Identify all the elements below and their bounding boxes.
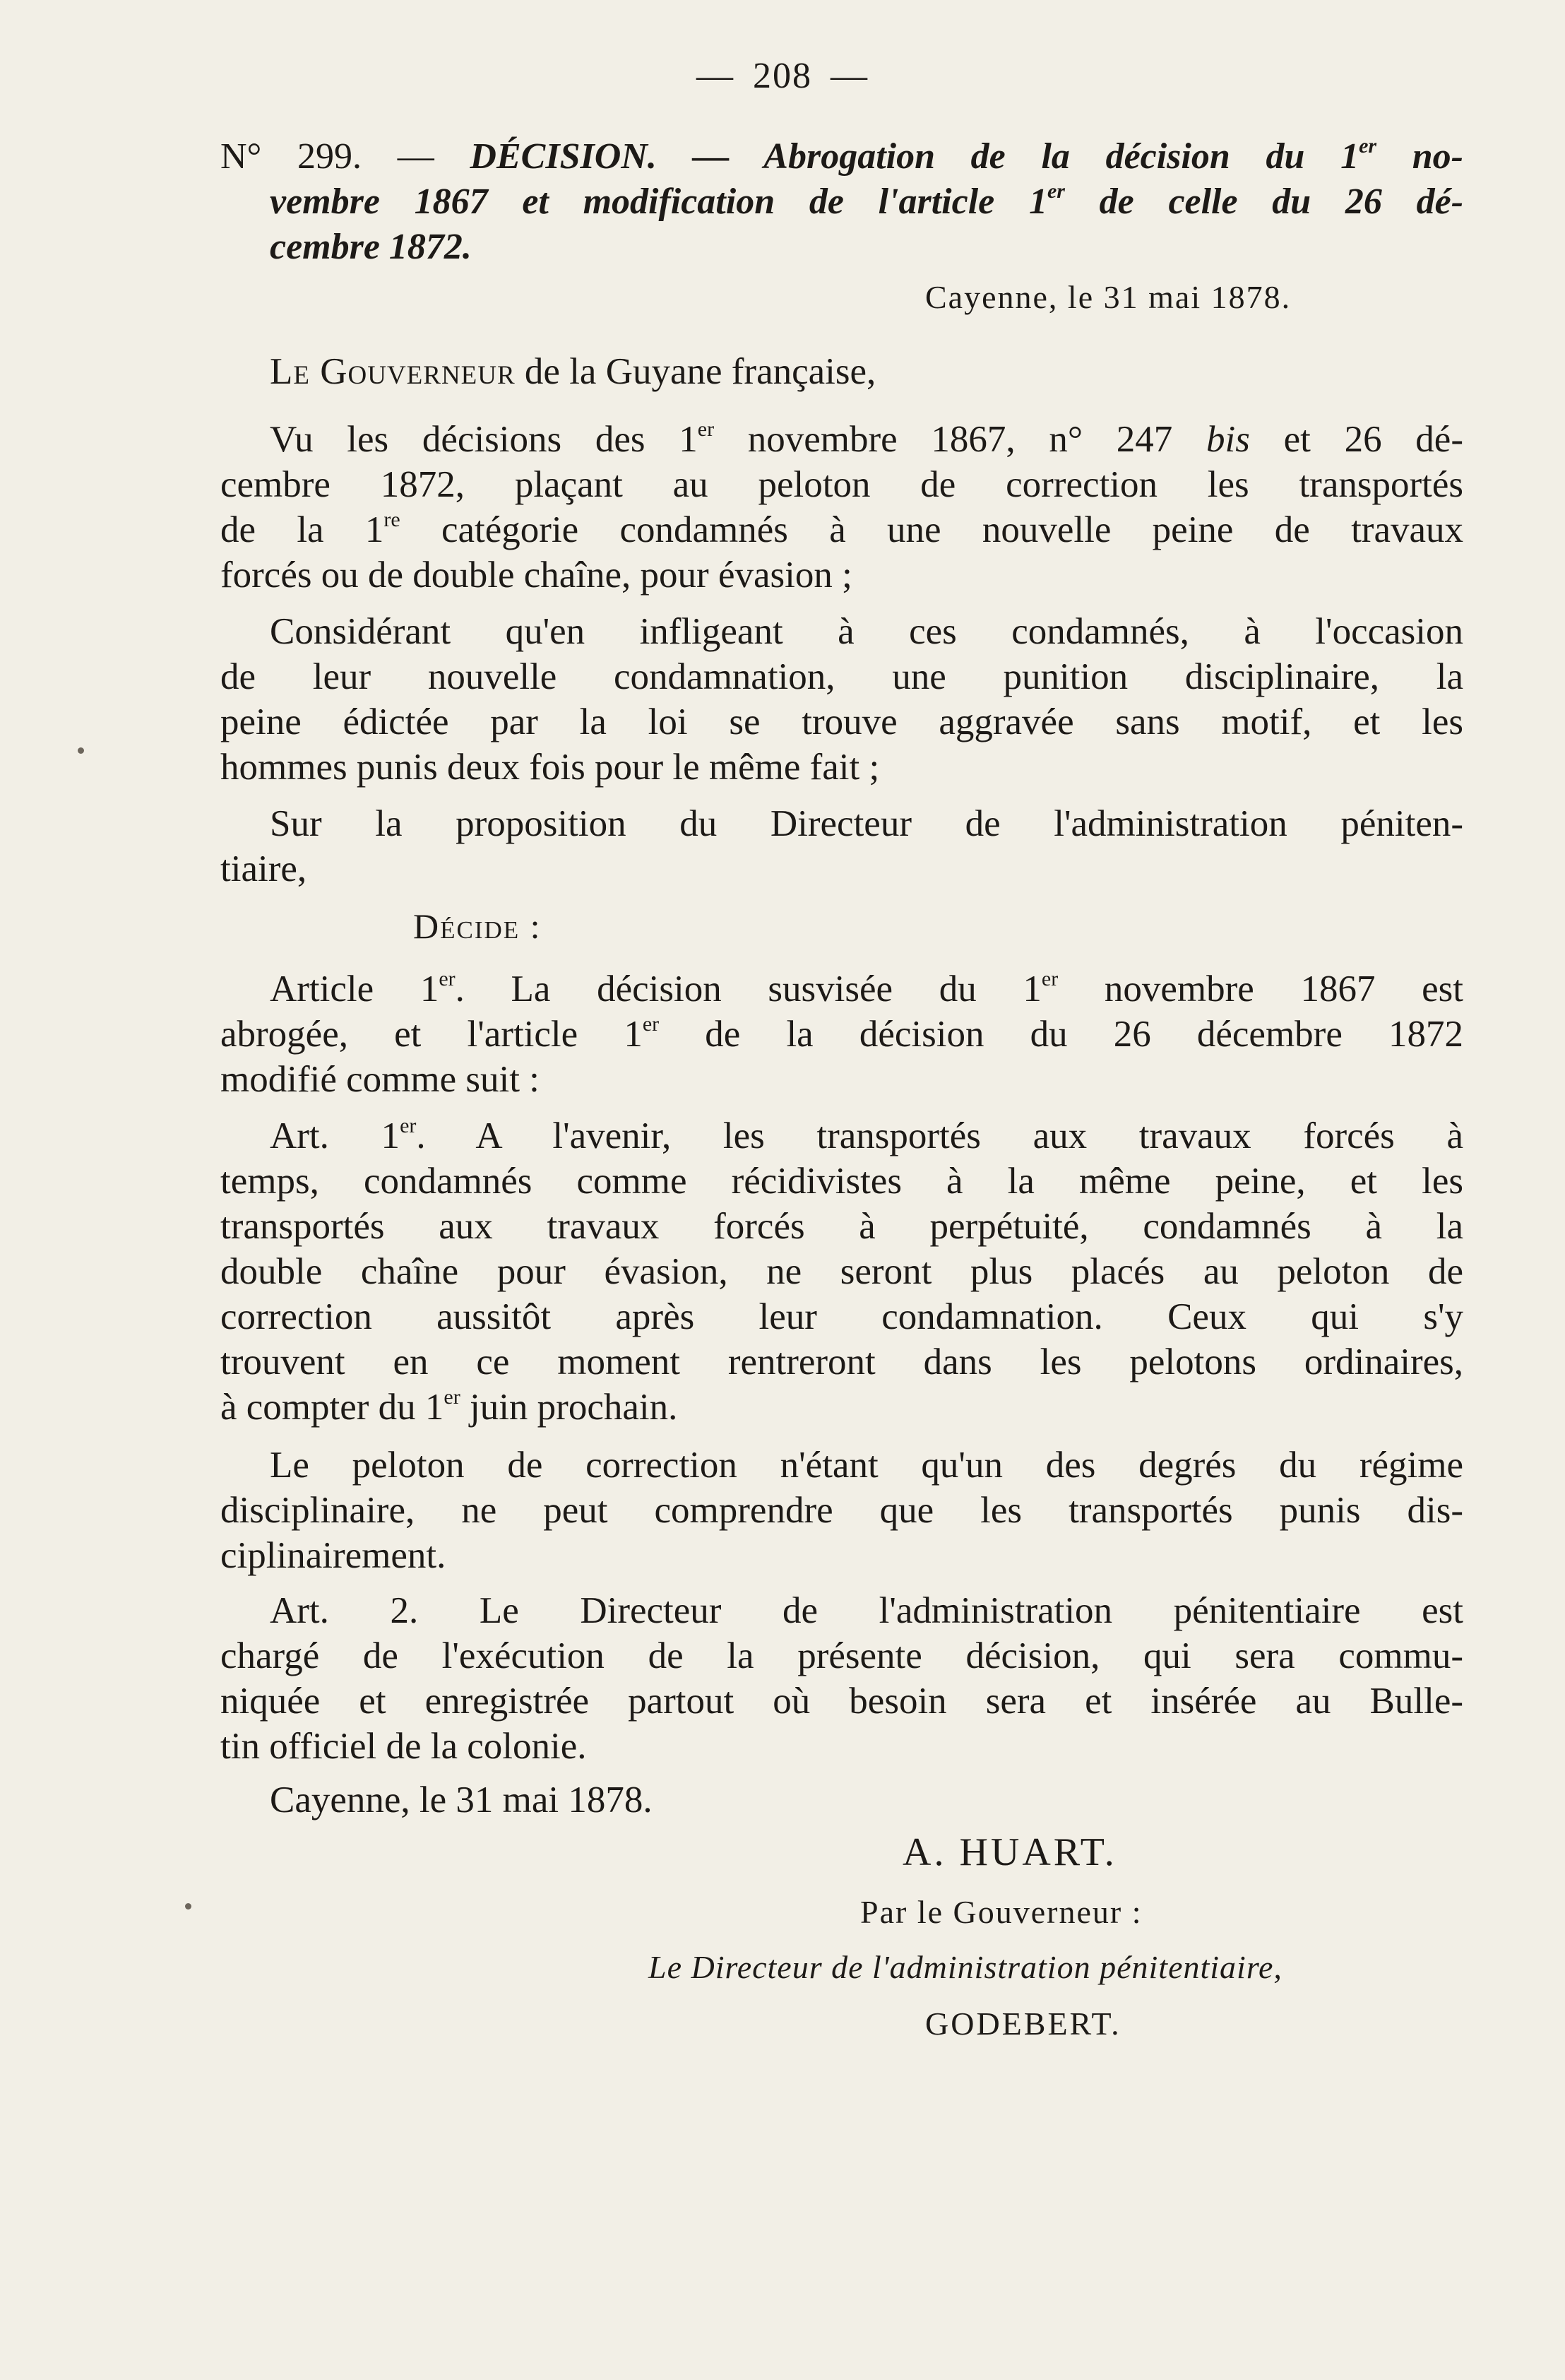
paragraph-art-1: Art. 1er. A l'avenir, les transportés aux travaux forcés à temps, condamnés comme récidivistes à la même peine, et les transportés aux travaux forcés à perpétuité, condamnés à la double chaîne pour évasion, ne seront plus placés au peloton de correction aussitôt après leur condamnation. Ceux qui s'y trouvent en ce moment rentreront dans les pelotons ordinaires, à compter du 1er juin prochain. [220,1114,1463,1428]
paragraph-vu: Vu les décisions des 1er novembre 1867, n° 247 bis et 26 dé- cembre 1872, plaçant au peloton de correction les transportés de la 1re catégorie condamnés à une nouvelle peine de travaux forcés ou de double chaîne, pour évasion ; [220,418,1463,596]
page-number: — 208 — [696,56,869,96]
signature-name: A. HUART. [903,1830,1117,1874]
gouverneur-title: Le Gouverneur [270,351,516,392]
dateline-top: Cayenne, le 31 mai 1878. [925,279,1292,315]
paragraph-article-1: Article 1er. La décision susvisée du 1er novembre 1867 est abrogée, et l'article 1er de la décision du 26 décembre 1872 modifié comme suit : [220,967,1464,1100]
heading-title: DÉCISION. [470,136,657,177]
paragraph-peloton: Le peloton de correction n'étant qu'un des degrés du régime disciplinaire, ne peut comprendre que les transportés punis dis- ciplinairement. [220,1445,1463,1576]
directeur-title: Le Directeur de l'administration pénitentiaire, [648,1949,1283,1985]
paragraph-considerant: Considérant qu'en infligeant à ces condamnés, à l'occasion de leur nouvelle condamnation, une punition disciplinaire, la peine édictée par la loi se trouve aggravée sans motif, et les hommes punis deux fois pour le même fait ; [220,611,1463,788]
dateline-bottom: Cayenne, le 31 mai 1878. [270,1780,653,1820]
decision-heading [220,134,1463,270]
paragraph-proposition: Sur la proposition du Directeur de l'administration péniten- tiaire, [220,803,1463,889]
paper-speck [185,1903,191,1910]
heading-line-2: vembre 1867 et modification de l'article 1er de celle du 26 dé- [270,179,1464,222]
decide-heading: Décide : [413,906,542,946]
paper-speck [78,747,84,754]
heading-line-1: N° 299. — DÉCISION. — Abrogation de la décision du 1er no- [220,134,1463,177]
heading-line-3: cembre 1872. [270,227,472,267]
paragraph-art-2: Art. 2. Le Directeur de l'administration pénitentiaire est chargé de l'exécution de la présente décision, qui sera commu- niquée et enregistrée partout où besoin sera et insérée au Bulle- tin officiel de la colonie. [220,1590,1463,1767]
page-number-value: 208 [753,56,812,96]
signature-godebert: GODEBERT. [925,2006,1121,2042]
gouverneur-line: Le Gouverneur de la Guyane française, [270,351,876,392]
par-le-gouverneur: Par le Gouverneur : [860,1894,1143,1930]
